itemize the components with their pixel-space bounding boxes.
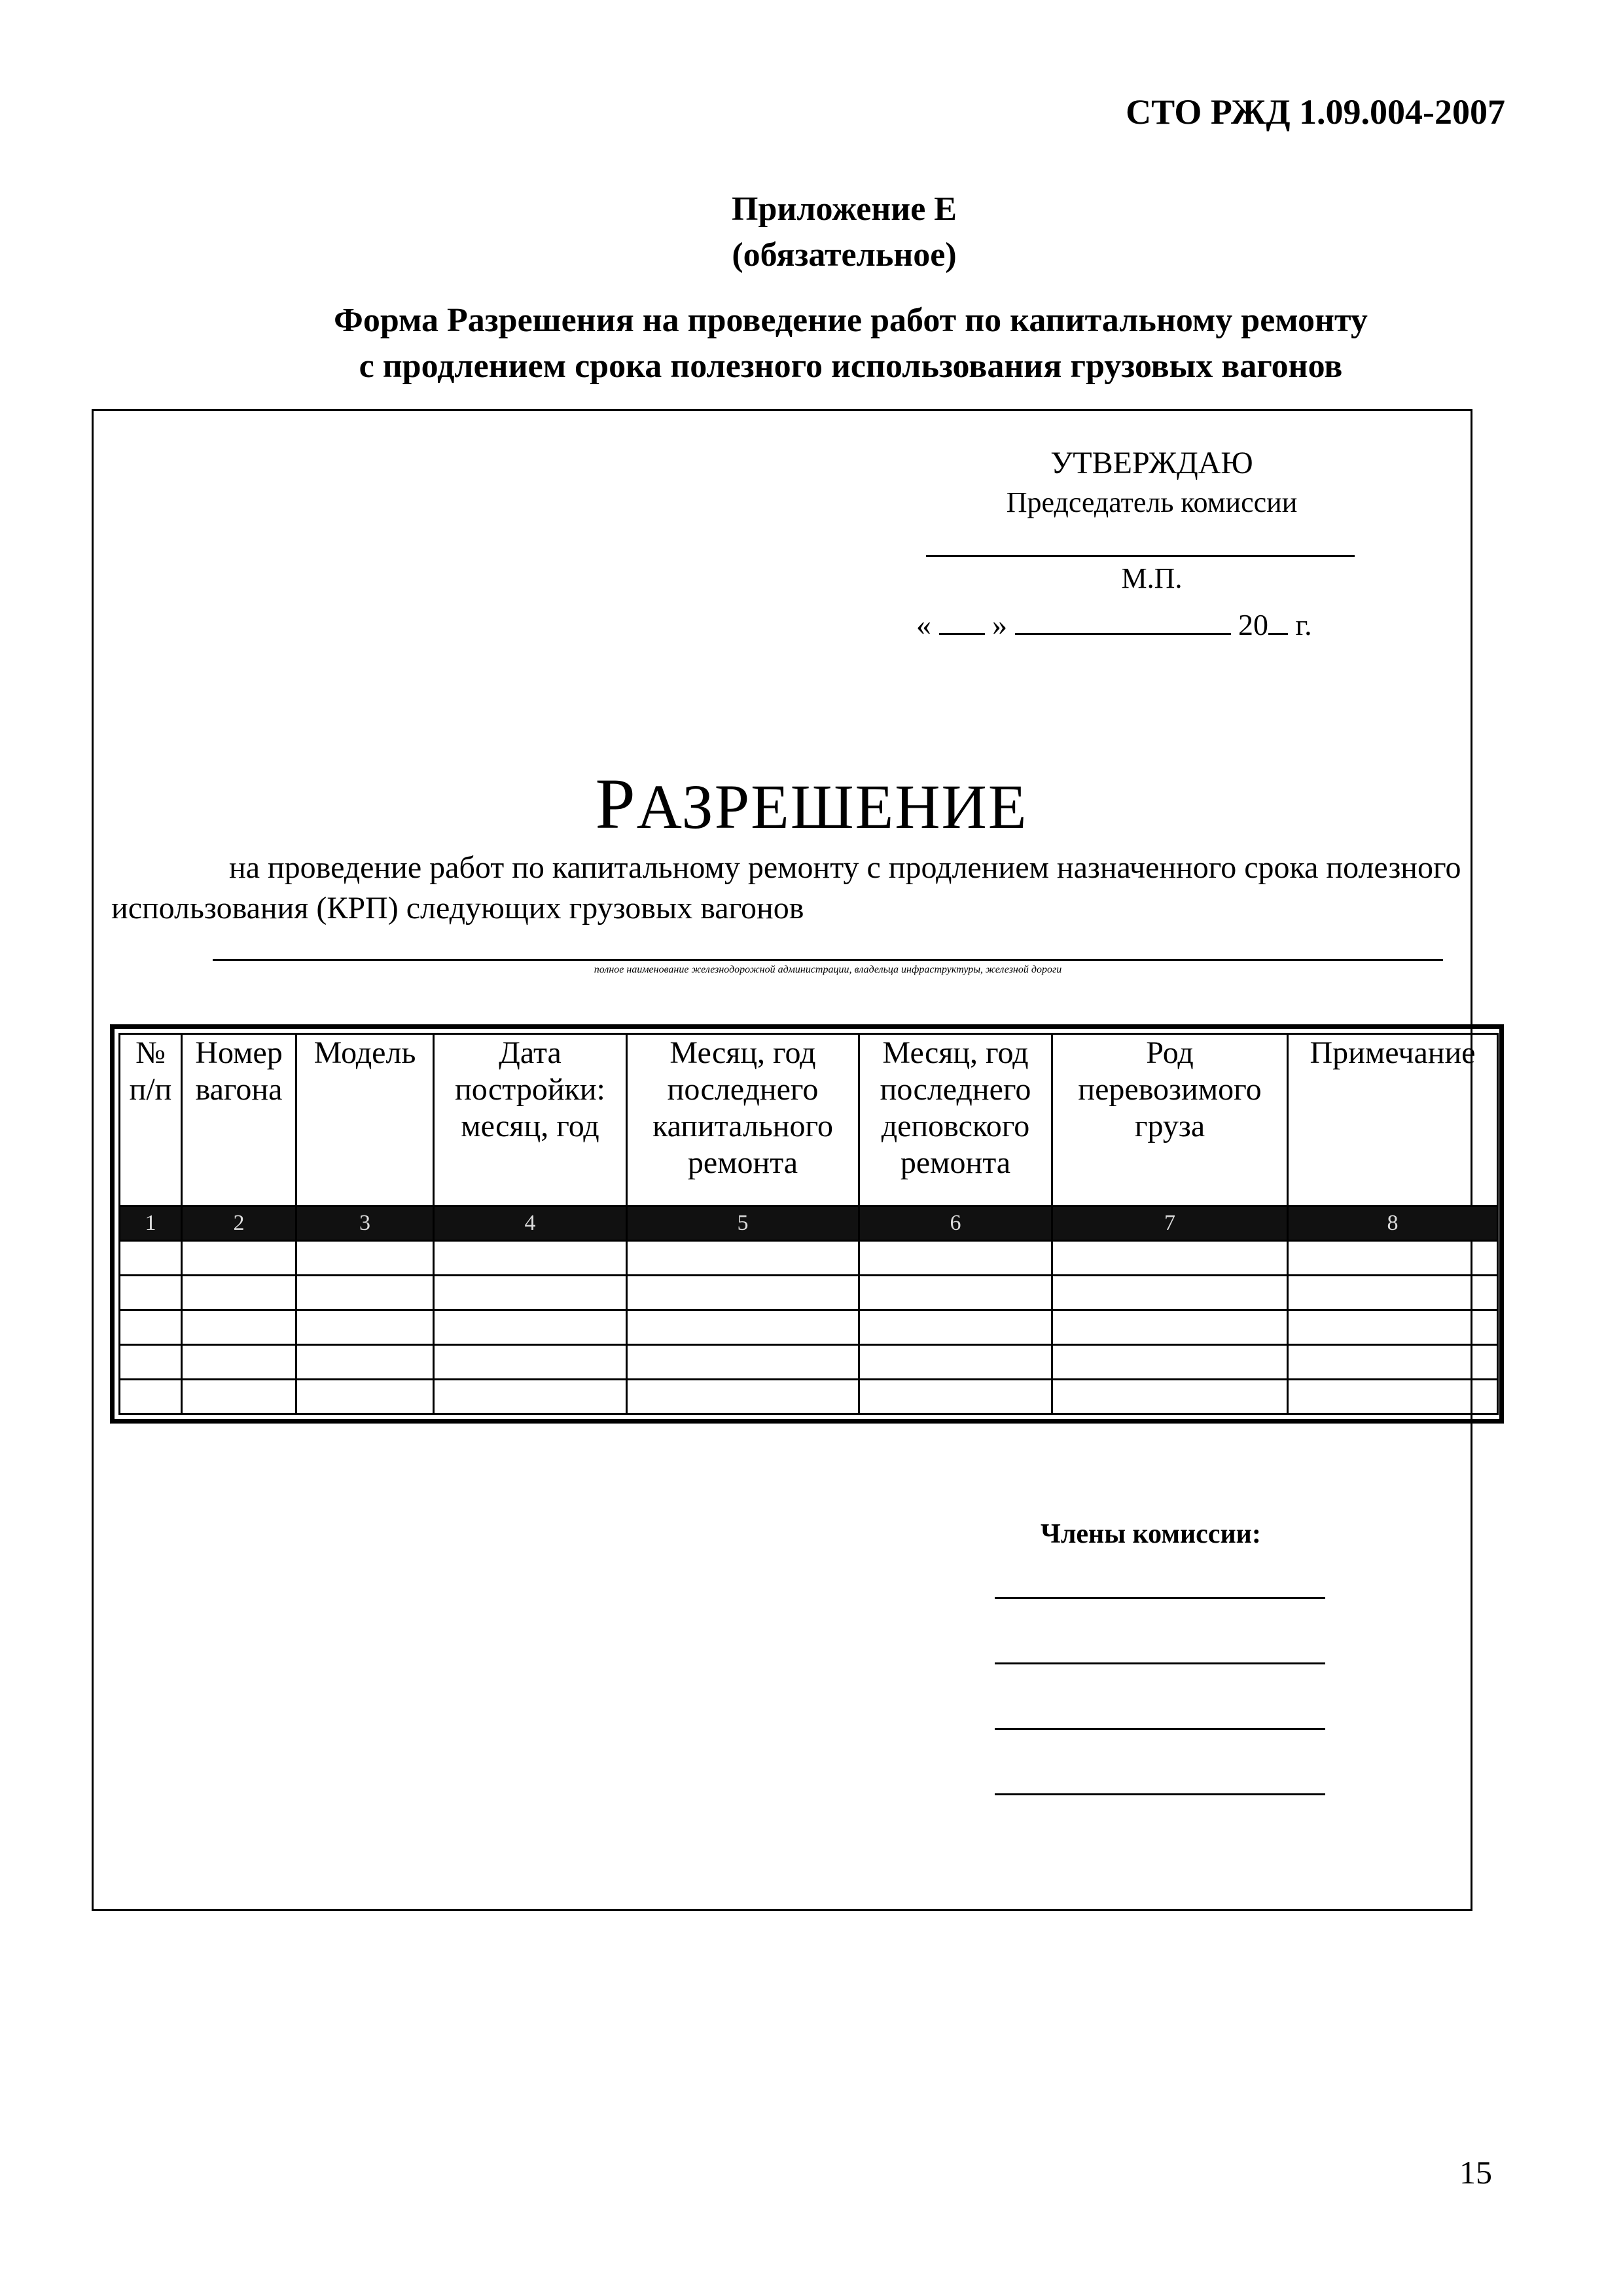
page-number: 15 bbox=[1459, 2154, 1492, 2191]
column-header-build-date: Дата постройки: месяц, год bbox=[434, 1034, 627, 1206]
table-cell[interactable] bbox=[1052, 1275, 1288, 1310]
organization-name-caption: полное наименование железнодорожной администрации, владельца инфраструктуры, железной дороги bbox=[594, 964, 1062, 975]
organization-name-line[interactable] bbox=[213, 959, 1443, 961]
form-title-line-1: Форма Разрешения на проведение работ по капитальному ремонту bbox=[334, 302, 1368, 339]
column-header-cargo-type: Род перевозимого груза bbox=[1052, 1034, 1288, 1206]
table-cell[interactable] bbox=[1288, 1344, 1498, 1379]
column-header-number: № п/п bbox=[120, 1034, 182, 1206]
table-cell[interactable] bbox=[1288, 1310, 1498, 1344]
table-cell[interactable] bbox=[296, 1310, 434, 1344]
approval-date-line bbox=[916, 607, 1312, 642]
table-cell[interactable] bbox=[182, 1310, 296, 1344]
form-title bbox=[0, 298, 1623, 389]
table-cell[interactable] bbox=[296, 1379, 434, 1414]
date-open-quote: « bbox=[916, 608, 931, 641]
document-code: СТО РЖД 1.09.004-2007 bbox=[1126, 92, 1505, 132]
table-cell[interactable] bbox=[1052, 1379, 1288, 1414]
form-title-line-2: с продлением срока полезного использования грузовых вагонов bbox=[359, 348, 1343, 385]
day-blank[interactable] bbox=[939, 608, 985, 635]
permit-description: на проведение работ по капитальному ремонту с продлением назначенного срока полезного использования (КРП) следующих грузовых вагонов bbox=[111, 850, 1461, 925]
table-cell[interactable] bbox=[296, 1275, 434, 1310]
table-cell[interactable] bbox=[627, 1275, 859, 1310]
table-cell[interactable] bbox=[434, 1379, 627, 1414]
table-cell[interactable] bbox=[627, 1310, 859, 1344]
approve-heading: УТВЕРЖДАЮ bbox=[1050, 446, 1253, 480]
appendix-status: (обязательное) bbox=[732, 236, 957, 274]
table-cell[interactable] bbox=[120, 1310, 182, 1344]
permit-title bbox=[0, 762, 1623, 846]
table-cell[interactable] bbox=[296, 1240, 434, 1275]
appendix-title bbox=[0, 187, 1623, 278]
column-number: 4 bbox=[434, 1206, 627, 1240]
table-cell[interactable] bbox=[1288, 1379, 1498, 1414]
column-header-wagon-number: Номер вагона bbox=[182, 1034, 296, 1206]
column-number: 7 bbox=[1052, 1206, 1288, 1240]
wagon-table-frame bbox=[110, 1024, 1504, 1424]
table-cell[interactable] bbox=[120, 1240, 182, 1275]
column-number: 8 bbox=[1288, 1206, 1498, 1240]
table-cell[interactable] bbox=[296, 1344, 434, 1379]
table-cell[interactable] bbox=[1052, 1310, 1288, 1344]
column-number: 3 bbox=[296, 1206, 434, 1240]
member-signature-line[interactable] bbox=[995, 1793, 1325, 1795]
table-cell[interactable] bbox=[627, 1379, 859, 1414]
table-row bbox=[120, 1379, 1498, 1414]
table-cell[interactable] bbox=[627, 1344, 859, 1379]
column-header-note: Примечание bbox=[1288, 1034, 1498, 1206]
date-close-quote: » bbox=[992, 608, 1007, 641]
table-cell[interactable] bbox=[627, 1240, 859, 1275]
member-signature-line[interactable] bbox=[995, 1662, 1325, 1664]
appendix-label: Приложение Е bbox=[732, 190, 957, 228]
table-cell[interactable] bbox=[1288, 1240, 1498, 1275]
table-row bbox=[120, 1240, 1498, 1275]
year-blank[interactable] bbox=[1268, 608, 1288, 635]
table-cell[interactable] bbox=[859, 1275, 1052, 1310]
table-header-row bbox=[120, 1034, 1498, 1206]
chairman-label: Председатель комиссии bbox=[1006, 486, 1298, 518]
table-cell[interactable] bbox=[859, 1240, 1052, 1275]
wagon-table bbox=[118, 1033, 1499, 1415]
permit-title-rest: АЗРЕШЕНИЕ bbox=[636, 772, 1028, 842]
table-cell[interactable] bbox=[859, 1344, 1052, 1379]
table-cell[interactable] bbox=[434, 1275, 627, 1310]
table-cell[interactable] bbox=[182, 1379, 296, 1414]
year-suffix: г. bbox=[1295, 608, 1312, 641]
table-cell[interactable] bbox=[120, 1379, 182, 1414]
year-prefix: 20 bbox=[1238, 608, 1268, 641]
table-cell[interactable] bbox=[182, 1240, 296, 1275]
table-cell[interactable] bbox=[120, 1344, 182, 1379]
commission-members-label: Члены комиссии: bbox=[1041, 1519, 1261, 1549]
column-number: 2 bbox=[182, 1206, 296, 1240]
table-cell[interactable] bbox=[434, 1344, 627, 1379]
member-signature-line[interactable] bbox=[995, 1728, 1325, 1730]
table-cell[interactable] bbox=[1052, 1344, 1288, 1379]
column-header-last-depot-repair: Месяц, год последнего деповского ремонта bbox=[859, 1034, 1052, 1206]
table-cell[interactable] bbox=[182, 1275, 296, 1310]
stamp-label: М.П. bbox=[1121, 562, 1183, 594]
table-cell[interactable] bbox=[434, 1310, 627, 1344]
table-row bbox=[120, 1344, 1498, 1379]
table-cell[interactable] bbox=[1052, 1240, 1288, 1275]
table-cell[interactable] bbox=[120, 1275, 182, 1310]
table-cell[interactable] bbox=[434, 1240, 627, 1275]
table-row bbox=[120, 1310, 1498, 1344]
table-cell[interactable] bbox=[182, 1344, 296, 1379]
table-cell[interactable] bbox=[859, 1310, 1052, 1344]
column-number: 6 bbox=[859, 1206, 1052, 1240]
permit-title-initial: Р bbox=[595, 764, 637, 844]
table-cell[interactable] bbox=[859, 1379, 1052, 1414]
month-blank[interactable] bbox=[1015, 608, 1231, 635]
column-number: 5 bbox=[627, 1206, 859, 1240]
member-signature-line[interactable] bbox=[995, 1597, 1325, 1599]
column-number-row bbox=[120, 1206, 1498, 1240]
chairman-signature-line[interactable] bbox=[926, 555, 1355, 557]
column-header-model: Модель bbox=[296, 1034, 434, 1206]
table-cell[interactable] bbox=[1288, 1275, 1498, 1310]
column-header-last-capital-repair: Месяц, год последнего капитального ремонта bbox=[627, 1034, 859, 1206]
table-row bbox=[120, 1275, 1498, 1310]
column-number: 1 bbox=[120, 1206, 182, 1240]
